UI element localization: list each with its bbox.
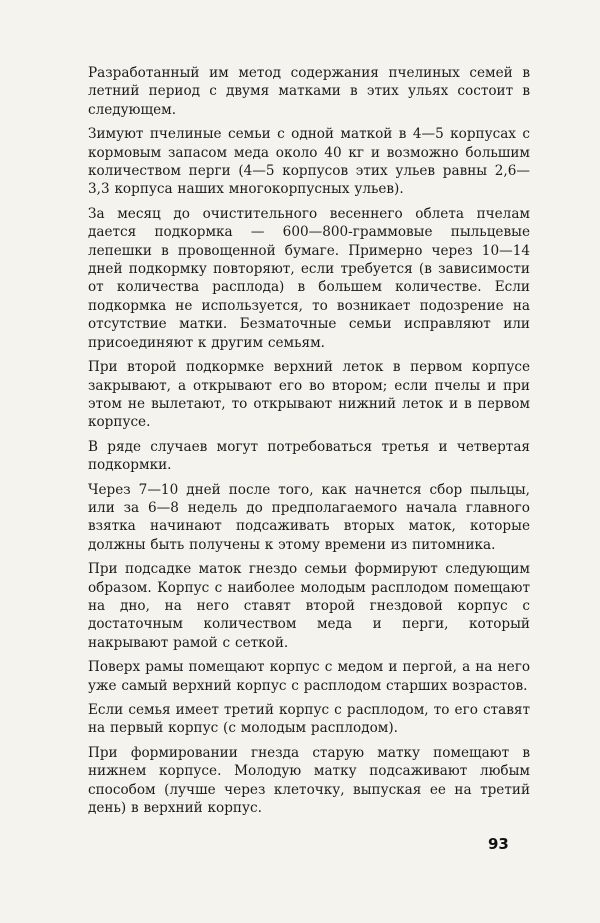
paragraph-4: При второй подкормке верхний леток в первом корпусе закрывают, а открывают его во втором; если пчелы и при этом не вылетают, то открывают нижний леток и в первом корпусе. [88, 359, 530, 431]
paragraph-7: При подсадке маток гнездо семьи формируют следующим образом. Корпус с наиболее молодым расплодом помещают на дно, на него ставят второй гнездовой корпус с достаточным количеством меда и перги, который накрывают рамой с сеткой. [88, 561, 530, 651]
paragraph-9: Если семья имеет третий корпус с расплодом, то его ставят на первый корпус (с молодым расплодом). [88, 702, 530, 737]
paragraph-2: Зимуют пчелиные семьи с одной маткой в 4—5 корпусах с кормовым запасом меда около 40 кг и возможно большим количеством перги (4—5 корпусов этих ульев равны 2,6—3,3 корпуса наших многокорпусных ульев). [88, 126, 530, 198]
page-number: 93 [488, 835, 509, 853]
paragraph-6: Через 7—10 дней после того, как начнется сбор пыльцы, или за 6—8 недель до предполагаемого начала главного взятка начинают подсаживать вторых маток, которые должны быть получены к этому времени из питомника. [88, 481, 530, 553]
paragraph-10: При формировании гнезда старую матку помещают в нижнем корпусе. Молодую матку подсаживают любым способом (лучше через клеточку, выпуская ее на третий день) в верхний корпус. [88, 744, 530, 817]
paragraph-3: За месяц до очистительного весеннего облета пчелам дается подкормка — 600—800-граммовые пыльцевые лепешки в провощенной бумаге. Примерно через 10—14 дней подкормку повторяют, если требуется (в зависимости от количества расплода) в большем количестве. Если подкормка не используется, то возникает подозрение на отсутствие матки. Безматочные семьи исправляют или присоединяют к другим семьям. [88, 205, 530, 351]
paragraph-8: Поверх рамы помещают корпус с медом и пергой, а на него уже самый верхний корпус с расплодом старших возрастов. [88, 659, 530, 694]
paragraph-1: Разработанный им метод содержания пчелиных семей в летний период с двумя матками в этих ульях состоит в следующем. [88, 65, 530, 118]
paragraph-5: В ряде случаев могут потребоваться третья и четвертая подкормки. [88, 438, 530, 474]
page-body [88, 64, 530, 823]
